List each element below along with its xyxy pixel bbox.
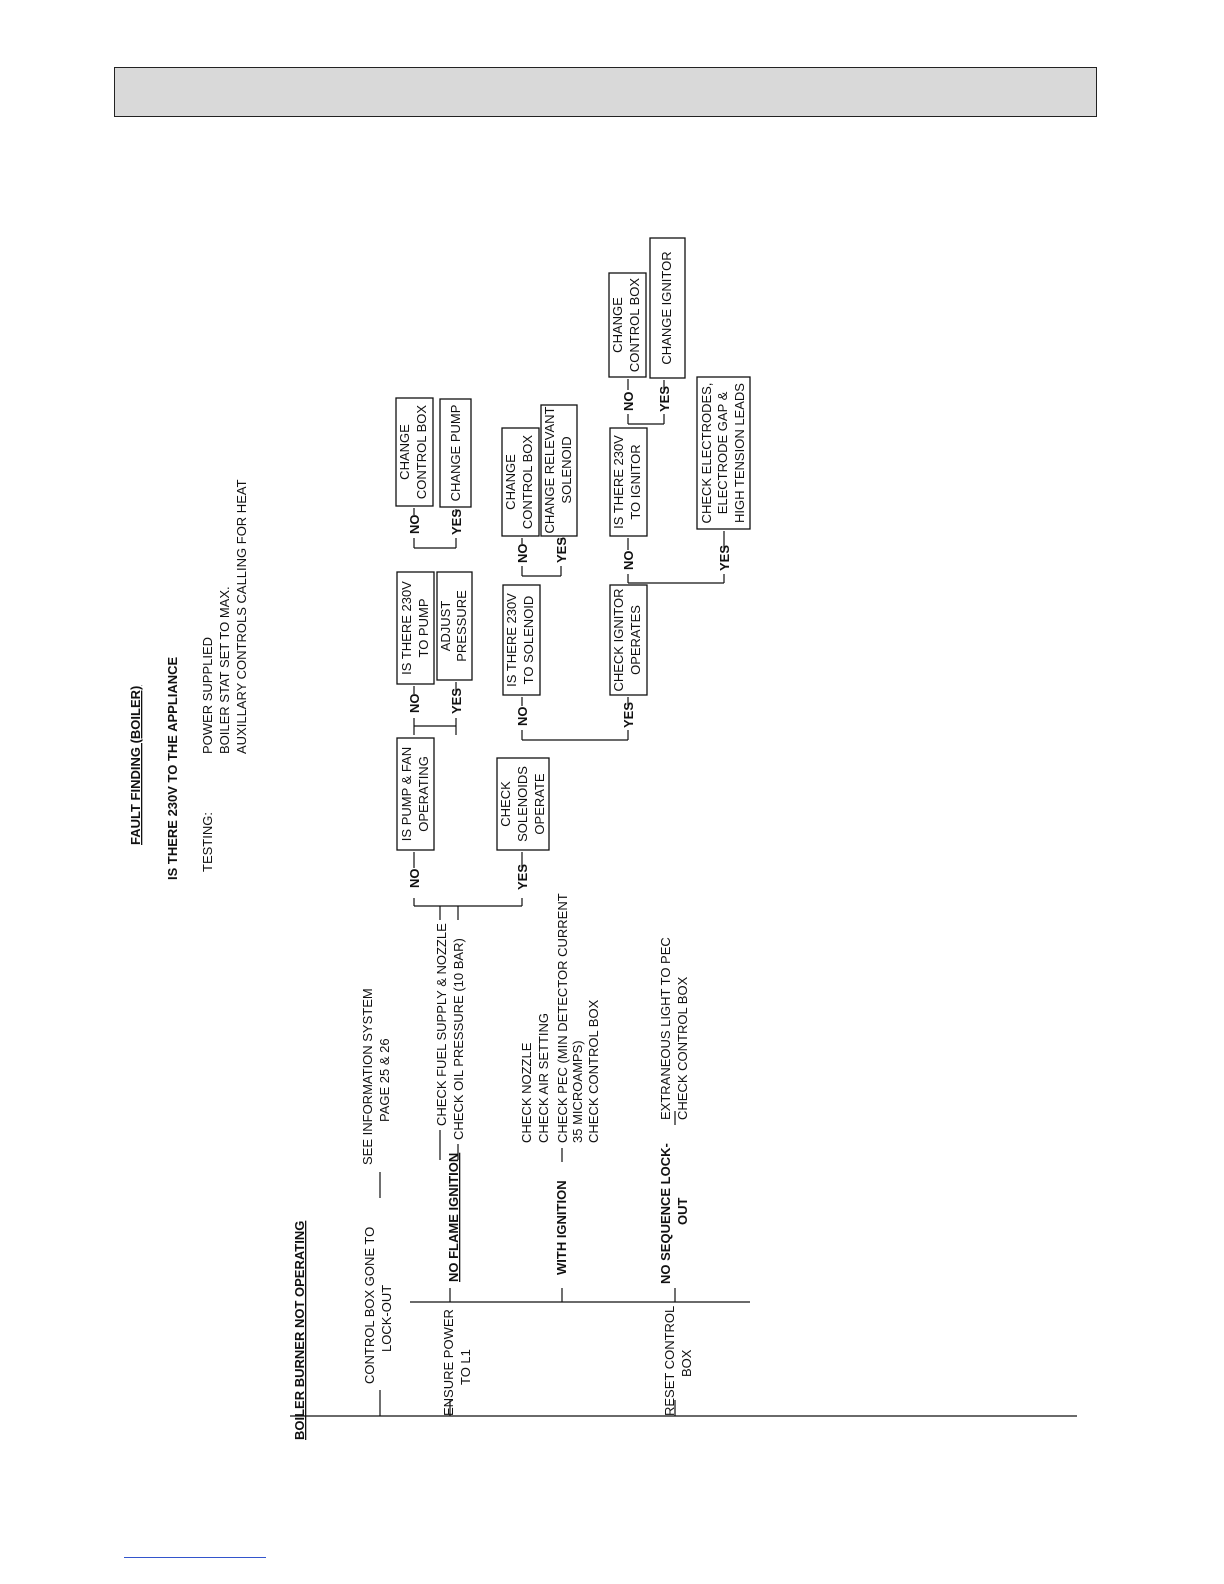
- change-control-box-2: [502, 428, 539, 536]
- answer-no-2: NO: [407, 693, 422, 713]
- no-sequence-check-2: CHECK CONTROL BOX: [675, 976, 690, 1120]
- answer-no-4: NO: [515, 706, 530, 726]
- svg-text:ELECTRODE GAP &: ELECTRODE GAP &: [715, 391, 730, 515]
- control-box-lockout-line1: CONTROL BOX GONE TO: [362, 1226, 377, 1384]
- testing-label: TESTING:: [200, 812, 215, 872]
- chart-title: BOILER BURNER NOT OPERATING: [292, 1220, 307, 1440]
- answer-no-6: NO: [621, 550, 636, 570]
- svg-text:SOLENOID: SOLENOID: [559, 436, 574, 504]
- reset-control-line2: BOX: [679, 1349, 694, 1377]
- change-control-box-3: [609, 273, 646, 377]
- answer-no-5: NO: [515, 543, 530, 563]
- svg-text:CONTROL BOX: CONTROL BOX: [520, 434, 535, 530]
- check-electrodes-box: [697, 377, 750, 529]
- answer-yes-3: YES: [449, 508, 464, 535]
- svg-text:IS THERE 230V: IS THERE 230V: [504, 593, 519, 687]
- svg-text:CHANGE: CHANGE: [503, 454, 518, 510]
- svg-text:CONTROL BOX: CONTROL BOX: [414, 404, 429, 500]
- see-info-line2: PAGE 25 & 26: [377, 1038, 392, 1122]
- with-ignition-check-5: CHECK CONTROL BOX: [586, 999, 601, 1143]
- svg-text:CHANGE: CHANGE: [397, 424, 412, 480]
- svg-text:TO PUMP: TO PUMP: [416, 598, 431, 658]
- with-ignition-check-2: CHECK AIR SETTING: [536, 1012, 551, 1143]
- testing-item-2: BOILER STAT SET TO MAX.: [217, 586, 232, 754]
- svg-text:CHANGE PUMP: CHANGE PUMP: [448, 404, 463, 502]
- control-box-lockout-line2: LOCK-OUT: [379, 1284, 394, 1352]
- svg-text:TO SOLENOID: TO SOLENOID: [521, 595, 536, 685]
- answer-no-3: NO: [407, 514, 422, 534]
- no-sequence-label-line1: NO SEQUENCE LOCK-: [658, 1143, 673, 1284]
- svg-text:CHANGE: CHANGE: [610, 297, 625, 353]
- check-ignitor-box: [610, 585, 647, 695]
- with-ignition-check-1: CHECK NOZZLE: [519, 1042, 534, 1143]
- check-solenoids-box: [497, 758, 549, 850]
- svg-text:OPERATE: OPERATE: [532, 773, 547, 835]
- answer-no-7: NO: [621, 391, 636, 411]
- with-ignition-label: WITH IGNITION: [554, 1180, 569, 1275]
- svg-text:IS THERE 230V: IS THERE 230V: [611, 435, 626, 529]
- 230v-to-ignitor-box: [610, 428, 647, 536]
- answer-yes-4: YES: [621, 701, 636, 728]
- ensure-power-line2: TO L1: [458, 1349, 473, 1385]
- change-pump-box: [440, 399, 471, 507]
- answer-no-1: NO: [407, 868, 422, 888]
- 230v-to-solenoid-box: [503, 585, 540, 695]
- no-flame-check-1: CHECK FUEL SUPPLY & NOZZLE: [434, 923, 449, 1126]
- adjust-pressure-box: [437, 572, 472, 680]
- svg-text:OPERATES: OPERATES: [628, 605, 643, 675]
- pump-fan-operating-box: [397, 738, 434, 850]
- svg-text:TO IGNITOR: TO IGNITOR: [628, 444, 643, 520]
- answer-yes-5: YES: [554, 536, 569, 563]
- answer-yes-7: YES: [657, 385, 672, 412]
- no-flame-ignition-label: NO FLAME IGNITION: [446, 1152, 461, 1282]
- svg-text:CONTROL BOX: CONTROL BOX: [627, 277, 642, 373]
- change-control-box-1: [396, 398, 433, 506]
- no-flame-check-2: CHECK OIL PRESSURE (10 BAR): [451, 938, 466, 1140]
- see-info-line1: SEE INFORMATION SYSTEM: [360, 988, 375, 1165]
- page-question: IS THERE 230V TO THE APPLIANCE: [165, 656, 180, 880]
- reset-control-line1: RESET CONTROL: [662, 1305, 677, 1416]
- svg-text:ADJUST: ADJUST: [438, 600, 453, 652]
- svg-text:IS PUMP & FAN: IS PUMP & FAN: [399, 746, 414, 842]
- no-sequence-label-line2: OUT: [675, 1197, 690, 1225]
- svg-text:SOLENOIDS: SOLENOIDS: [515, 766, 530, 842]
- change-ignitor-box: [650, 238, 685, 378]
- svg-text:HIGH TENSION LEADS: HIGH TENSION LEADS: [732, 383, 747, 523]
- svg-text:OPERATING: OPERATING: [416, 756, 431, 832]
- svg-text:CHANGE RELEVANT: CHANGE RELEVANT: [542, 406, 557, 534]
- svg-text:CHECK IGNITOR: CHECK IGNITOR: [611, 588, 626, 692]
- no-sequence-check-1: EXTRANEOUS LIGHT TO PEC: [658, 937, 673, 1120]
- testing-item-3: AUXILLARY CONTROLS CALLING FOR HEAT: [234, 479, 249, 754]
- change-relevant-solenoid-box: [541, 405, 577, 536]
- svg-text:PRESSURE: PRESSURE: [454, 590, 469, 662]
- footer-rule: [124, 1557, 266, 1558]
- answer-yes-1: YES: [515, 863, 530, 890]
- answer-yes-6: YES: [717, 544, 732, 571]
- 230v-to-pump-box: [397, 572, 434, 684]
- svg-text:CHECK: CHECK: [498, 781, 513, 827]
- testing-item-1: POWER SUPPLIED: [200, 636, 215, 754]
- svg-text:IS THERE 230V: IS THERE 230V: [399, 581, 414, 675]
- page-heading: FAULT FINDING (BOILER): [128, 685, 143, 845]
- with-ignition-check-3: CHECK PEC (MIN DETECTOR CURRENT: [555, 893, 570, 1143]
- svg-text:CHECK ELECTRODES,: CHECK ELECTRODES,: [699, 382, 714, 524]
- svg-text:CHANGE IGNITOR: CHANGE IGNITOR: [659, 251, 674, 365]
- with-ignition-check-4: 35 MICROAMPS): [570, 1040, 585, 1143]
- ensure-power-line1: ENSURE POWER: [441, 1309, 456, 1416]
- answer-yes-2: YES: [449, 687, 464, 714]
